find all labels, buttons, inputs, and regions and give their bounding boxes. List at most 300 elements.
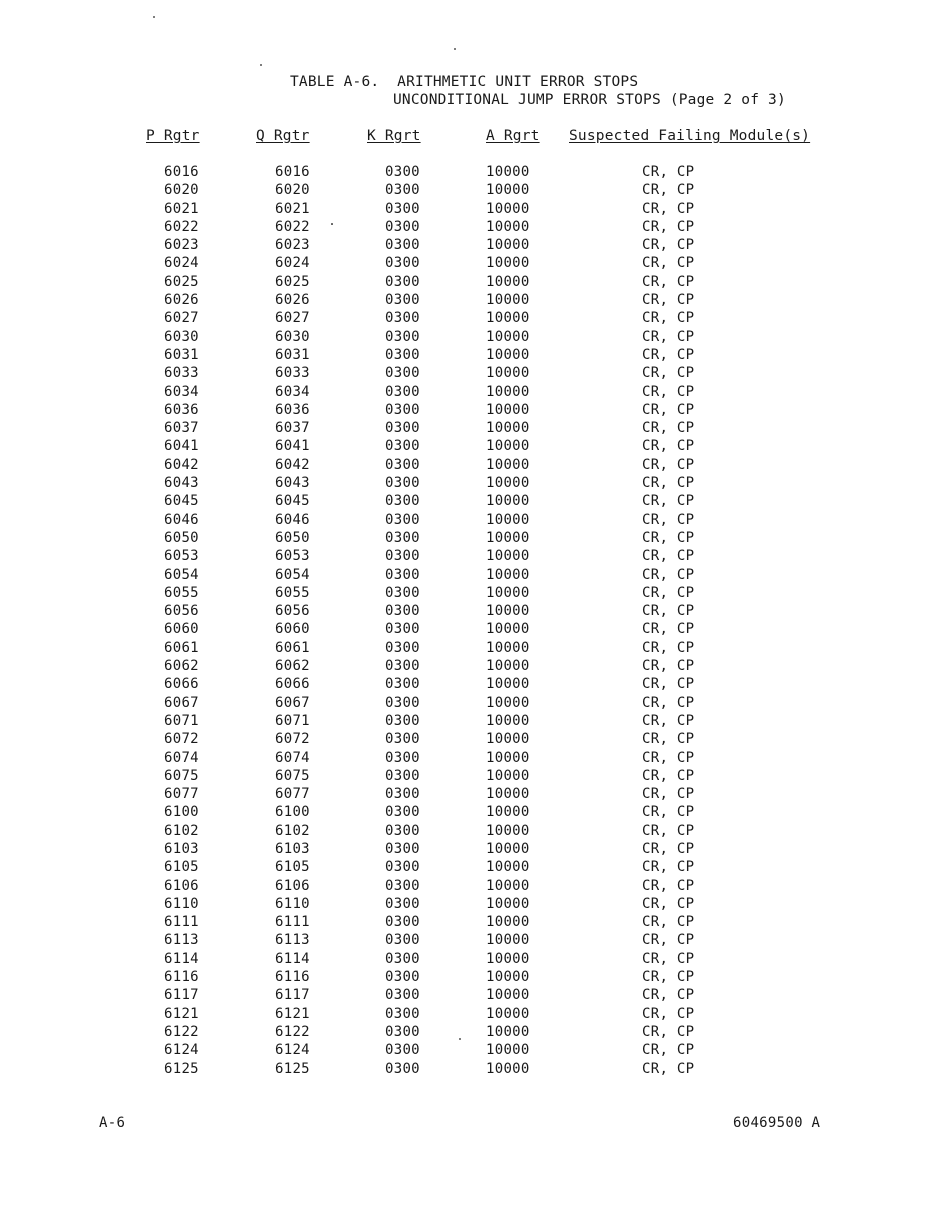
cell-a-register: 10000: [486, 877, 530, 894]
column-header-q-register: Q Rgtr: [256, 128, 310, 144]
scan-speck: [331, 223, 333, 225]
table-row: [0, 749, 950, 767]
table-subtitle: UNCONDITIONAL JUMP ERROR STOPS (Page 2 of 3): [393, 92, 786, 108]
cell-k-register: 0300: [385, 164, 420, 180]
cell-k-register: 0300: [385, 493, 420, 510]
table-row: [0, 895, 950, 913]
cell-p-register: 6042: [164, 456, 199, 473]
cell-suspected-module: CR, CP: [642, 877, 695, 894]
cell-q-register: 6071: [275, 712, 310, 729]
cell-p-register: 6067: [164, 694, 199, 711]
cell-a-register: 10000: [486, 383, 530, 400]
table-row: [0, 328, 950, 346]
cell-k-register: 0300: [385, 950, 420, 967]
cell-k-register: 0300: [385, 346, 420, 363]
cell-k-register: 0300: [385, 1060, 420, 1077]
cell-p-register: 6116: [164, 969, 199, 986]
table-row: [0, 254, 950, 272]
cell-q-register: 6055: [275, 584, 310, 601]
table-row: [0, 529, 950, 547]
cell-a-register: 10000: [486, 584, 530, 601]
cell-q-register: 6043: [275, 475, 310, 492]
cell-p-register: 6045: [164, 493, 199, 510]
cell-a-register: 10000: [486, 511, 530, 528]
cell-a-register: 10000: [486, 292, 530, 309]
cell-p-register: 6033: [164, 365, 199, 382]
cell-p-register: 6050: [164, 529, 199, 546]
cell-a-register: 10000: [486, 420, 530, 437]
cell-suspected-module: CR, CP: [642, 529, 695, 546]
cell-k-register: 0300: [385, 365, 420, 382]
table-row: [0, 547, 950, 565]
cell-suspected-module: CR, CP: [642, 603, 695, 620]
table-row: [0, 273, 950, 291]
cell-a-register: 10000: [486, 895, 530, 912]
cell-k-register: 0300: [385, 420, 420, 437]
cell-k-register: 0300: [385, 273, 420, 290]
cell-q-register: 6042: [275, 456, 310, 473]
table-row: [0, 474, 950, 492]
cell-suspected-module: CR, CP: [642, 493, 695, 510]
cell-p-register: 6031: [164, 346, 199, 363]
cell-p-register: 6125: [164, 1060, 199, 1077]
table-row: [0, 419, 950, 437]
table-row: [0, 291, 950, 309]
cell-a-register: 10000: [486, 475, 530, 492]
table-row: [0, 803, 950, 821]
table-row: [0, 566, 950, 584]
cell-p-register: 6025: [164, 273, 199, 290]
cell-suspected-module: CR, CP: [642, 164, 695, 180]
table-row: [0, 913, 950, 931]
cell-suspected-module: CR, CP: [642, 786, 695, 803]
column-header-a-register: A Rgrt: [486, 128, 540, 144]
cell-k-register: 0300: [385, 200, 420, 217]
cell-k-register: 0300: [385, 603, 420, 620]
cell-k-register: 0300: [385, 621, 420, 638]
cell-suspected-module: CR, CP: [642, 969, 695, 986]
cell-q-register: 6060: [275, 621, 310, 638]
cell-suspected-module: CR, CP: [642, 840, 695, 857]
cell-k-register: 0300: [385, 584, 420, 601]
table-row: [0, 1023, 950, 1041]
cell-a-register: 10000: [486, 200, 530, 217]
cell-q-register: 6061: [275, 639, 310, 656]
cell-k-register: 0300: [385, 438, 420, 455]
table-row: [0, 200, 950, 218]
cell-p-register: 6022: [164, 218, 199, 235]
cell-a-register: 10000: [486, 694, 530, 711]
cell-p-register: 6041: [164, 438, 199, 455]
cell-q-register: 6113: [275, 932, 310, 949]
table-title: TABLE A-6. ARITHMETIC UNIT ERROR STOPS: [290, 74, 639, 90]
cell-suspected-module: CR, CP: [642, 548, 695, 565]
cell-p-register: 6060: [164, 621, 199, 638]
cell-p-register: 6113: [164, 932, 199, 949]
cell-a-register: 10000: [486, 658, 530, 675]
cell-suspected-module: CR, CP: [642, 676, 695, 693]
cell-p-register: 6106: [164, 877, 199, 894]
table-row: [0, 785, 950, 803]
cell-k-register: 0300: [385, 712, 420, 729]
column-header-k-register: K Rgrt: [367, 128, 421, 144]
cell-p-register: 6122: [164, 1023, 199, 1040]
cell-k-register: 0300: [385, 639, 420, 656]
cell-p-register: 6027: [164, 310, 199, 327]
cell-suspected-module: CR, CP: [642, 950, 695, 967]
cell-suspected-module: CR, CP: [642, 1042, 695, 1059]
cell-p-register: 6026: [164, 292, 199, 309]
cell-q-register: 6105: [275, 859, 310, 876]
cell-a-register: 10000: [486, 932, 530, 949]
cell-a-register: 10000: [486, 767, 530, 784]
cell-p-register: 6024: [164, 255, 199, 272]
cell-q-register: 6074: [275, 749, 310, 766]
cell-q-register: 6020: [275, 182, 310, 199]
cell-k-register: 0300: [385, 292, 420, 309]
cell-k-register: 0300: [385, 255, 420, 272]
cell-p-register: 6046: [164, 511, 199, 528]
table-row: [0, 309, 950, 327]
table-row: [0, 767, 950, 785]
cell-q-register: 6046: [275, 511, 310, 528]
cell-p-register: 6043: [164, 475, 199, 492]
cell-p-register: 6053: [164, 548, 199, 565]
cell-suspected-module: CR, CP: [642, 987, 695, 1004]
scan-speck: [153, 16, 155, 18]
cell-suspected-module: CR, CP: [642, 566, 695, 583]
cell-p-register: 6016: [164, 164, 199, 180]
cell-k-register: 0300: [385, 1023, 420, 1040]
cell-a-register: 10000: [486, 401, 530, 418]
cell-q-register: 6121: [275, 1005, 310, 1022]
cell-a-register: 10000: [486, 969, 530, 986]
cell-a-register: 10000: [486, 822, 530, 839]
cell-suspected-module: CR, CP: [642, 1060, 695, 1077]
cell-k-register: 0300: [385, 182, 420, 199]
cell-k-register: 0300: [385, 1042, 420, 1059]
cell-a-register: 10000: [486, 346, 530, 363]
page-number: A-6: [99, 1115, 126, 1131]
cell-k-register: 0300: [385, 804, 420, 821]
cell-k-register: 0300: [385, 932, 420, 949]
cell-a-register: 10000: [486, 548, 530, 565]
cell-suspected-module: CR, CP: [642, 639, 695, 656]
cell-p-register: 6077: [164, 786, 199, 803]
cell-k-register: 0300: [385, 676, 420, 693]
cell-p-register: 6102: [164, 822, 199, 839]
cell-q-register: 6075: [275, 767, 310, 784]
cell-q-register: 6066: [275, 676, 310, 693]
cell-a-register: 10000: [486, 603, 530, 620]
table-row: [0, 968, 950, 986]
cell-p-register: 6072: [164, 731, 199, 748]
cell-k-register: 0300: [385, 731, 420, 748]
cell-a-register: 10000: [486, 987, 530, 1004]
cell-p-register: 6114: [164, 950, 199, 967]
table-row: [0, 694, 950, 712]
cell-suspected-module: CR, CP: [642, 658, 695, 675]
cell-k-register: 0300: [385, 987, 420, 1004]
cell-q-register: 6016: [275, 164, 310, 180]
cell-a-register: 10000: [486, 328, 530, 345]
cell-suspected-module: CR, CP: [642, 346, 695, 363]
cell-k-register: 0300: [385, 548, 420, 565]
cell-q-register: 6022: [275, 218, 310, 235]
cell-q-register: 6053: [275, 548, 310, 565]
cell-k-register: 0300: [385, 895, 420, 912]
cell-p-register: 6023: [164, 237, 199, 254]
table-row: [0, 364, 950, 382]
cell-a-register: 10000: [486, 639, 530, 656]
cell-a-register: 10000: [486, 365, 530, 382]
cell-suspected-module: CR, CP: [642, 1005, 695, 1022]
cell-a-register: 10000: [486, 255, 530, 272]
cell-q-register: 6122: [275, 1023, 310, 1040]
cell-suspected-module: CR, CP: [642, 420, 695, 437]
cell-a-register: 10000: [486, 1023, 530, 1040]
table-row: [0, 840, 950, 858]
cell-q-register: 6023: [275, 237, 310, 254]
cell-q-register: 6117: [275, 987, 310, 1004]
cell-q-register: 6056: [275, 603, 310, 620]
table-row: [0, 712, 950, 730]
column-header-suspected-module: Suspected Failing Module(s): [569, 128, 811, 144]
cell-q-register: 6036: [275, 401, 310, 418]
cell-q-register: 6033: [275, 365, 310, 382]
cell-a-register: 10000: [486, 1060, 530, 1077]
cell-k-register: 0300: [385, 383, 420, 400]
cell-q-register: 6124: [275, 1042, 310, 1059]
cell-p-register: 6075: [164, 767, 199, 784]
table-row: [0, 1060, 950, 1078]
scan-speck: [454, 48, 456, 50]
cell-p-register: 6103: [164, 840, 199, 857]
cell-a-register: 10000: [486, 859, 530, 876]
cell-suspected-module: CR, CP: [642, 822, 695, 839]
cell-suspected-module: CR, CP: [642, 328, 695, 345]
cell-suspected-module: CR, CP: [642, 182, 695, 199]
cell-suspected-module: CR, CP: [642, 218, 695, 235]
cell-k-register: 0300: [385, 767, 420, 784]
cell-suspected-module: CR, CP: [642, 584, 695, 601]
cell-k-register: 0300: [385, 859, 420, 876]
cell-a-register: 10000: [486, 529, 530, 546]
table-row: [0, 675, 950, 693]
cell-a-register: 10000: [486, 164, 530, 180]
cell-a-register: 10000: [486, 712, 530, 729]
cell-p-register: 6036: [164, 401, 199, 418]
table-row: [0, 437, 950, 455]
cell-a-register: 10000: [486, 493, 530, 510]
cell-k-register: 0300: [385, 237, 420, 254]
cell-p-register: 6124: [164, 1042, 199, 1059]
cell-a-register: 10000: [486, 914, 530, 931]
cell-a-register: 10000: [486, 310, 530, 327]
column-header-p-register: P Rgtr: [146, 128, 200, 144]
cell-k-register: 0300: [385, 749, 420, 766]
cell-q-register: 6062: [275, 658, 310, 675]
cell-suspected-module: CR, CP: [642, 292, 695, 309]
cell-k-register: 0300: [385, 401, 420, 418]
table-row: [0, 584, 950, 602]
table-row: [0, 346, 950, 364]
cell-q-register: 6110: [275, 895, 310, 912]
cell-suspected-module: CR, CP: [642, 365, 695, 382]
table-row: [0, 931, 950, 949]
cell-p-register: 6062: [164, 658, 199, 675]
cell-q-register: 6067: [275, 694, 310, 711]
cell-p-register: 6071: [164, 712, 199, 729]
cell-p-register: 6037: [164, 420, 199, 437]
cell-q-register: 6103: [275, 840, 310, 857]
cell-k-register: 0300: [385, 218, 420, 235]
cell-a-register: 10000: [486, 566, 530, 583]
cell-suspected-module: CR, CP: [642, 804, 695, 821]
cell-p-register: 6055: [164, 584, 199, 601]
cell-q-register: 6125: [275, 1060, 310, 1077]
table-row: [0, 657, 950, 675]
table-row: [0, 383, 950, 401]
cell-p-register: 6110: [164, 895, 199, 912]
cell-a-register: 10000: [486, 786, 530, 803]
cell-k-register: 0300: [385, 840, 420, 857]
cell-p-register: 6030: [164, 328, 199, 345]
cell-q-register: 6050: [275, 529, 310, 546]
cell-p-register: 6100: [164, 804, 199, 821]
cell-k-register: 0300: [385, 786, 420, 803]
cell-a-register: 10000: [486, 804, 530, 821]
cell-suspected-module: CR, CP: [642, 310, 695, 327]
cell-k-register: 0300: [385, 475, 420, 492]
cell-suspected-module: CR, CP: [642, 712, 695, 729]
table-row: [0, 822, 950, 840]
document-number: 60469500 A: [733, 1115, 821, 1131]
cell-p-register: 6021: [164, 200, 199, 217]
cell-suspected-module: CR, CP: [642, 200, 695, 217]
cell-q-register: 6054: [275, 566, 310, 583]
cell-q-register: 6072: [275, 731, 310, 748]
cell-suspected-module: CR, CP: [642, 731, 695, 748]
cell-a-register: 10000: [486, 676, 530, 693]
table-row: [0, 1005, 950, 1023]
cell-suspected-module: CR, CP: [642, 1023, 695, 1040]
cell-a-register: 10000: [486, 456, 530, 473]
cell-q-register: 6027: [275, 310, 310, 327]
cell-k-register: 0300: [385, 877, 420, 894]
cell-suspected-module: CR, CP: [642, 749, 695, 766]
cell-p-register: 6061: [164, 639, 199, 656]
cell-p-register: 6074: [164, 749, 199, 766]
table-row: [0, 1041, 950, 1059]
cell-p-register: 6111: [164, 914, 199, 931]
table-row: [0, 492, 950, 510]
cell-k-register: 0300: [385, 328, 420, 345]
cell-k-register: 0300: [385, 511, 420, 528]
table-row: [0, 236, 950, 254]
cell-k-register: 0300: [385, 694, 420, 711]
table-row: [0, 639, 950, 657]
cell-a-register: 10000: [486, 1042, 530, 1059]
table-row: [0, 511, 950, 529]
cell-suspected-module: CR, CP: [642, 456, 695, 473]
cell-p-register: 6056: [164, 603, 199, 620]
cell-p-register: 6105: [164, 859, 199, 876]
cell-suspected-module: CR, CP: [642, 273, 695, 290]
cell-q-register: 6031: [275, 346, 310, 363]
cell-q-register: 6077: [275, 786, 310, 803]
cell-q-register: 6026: [275, 292, 310, 309]
cell-a-register: 10000: [486, 182, 530, 199]
cell-suspected-module: CR, CP: [642, 767, 695, 784]
cell-suspected-module: CR, CP: [642, 914, 695, 931]
cell-q-register: 6106: [275, 877, 310, 894]
cell-k-register: 0300: [385, 969, 420, 986]
cell-suspected-module: CR, CP: [642, 438, 695, 455]
cell-suspected-module: CR, CP: [642, 401, 695, 418]
table-row: [0, 181, 950, 199]
cell-q-register: 6030: [275, 328, 310, 345]
cell-a-register: 10000: [486, 218, 530, 235]
cell-q-register: 6111: [275, 914, 310, 931]
cell-p-register: 6121: [164, 1005, 199, 1022]
scan-speck: [260, 64, 262, 66]
cell-q-register: 6045: [275, 493, 310, 510]
cell-p-register: 6034: [164, 383, 199, 400]
table-row: [0, 877, 950, 895]
cell-p-register: 6020: [164, 182, 199, 199]
cell-q-register: 6114: [275, 950, 310, 967]
table-row: [0, 620, 950, 638]
cell-p-register: 6117: [164, 987, 199, 1004]
cell-suspected-module: CR, CP: [642, 859, 695, 876]
cell-k-register: 0300: [385, 914, 420, 931]
cell-suspected-module: CR, CP: [642, 932, 695, 949]
cell-a-register: 10000: [486, 840, 530, 857]
cell-q-register: 6041: [275, 438, 310, 455]
cell-suspected-module: CR, CP: [642, 621, 695, 638]
table-row: [0, 602, 950, 620]
cell-a-register: 10000: [486, 950, 530, 967]
cell-suspected-module: CR, CP: [642, 511, 695, 528]
error-stop-table-body: [0, 163, 950, 1078]
cell-a-register: 10000: [486, 237, 530, 254]
cell-a-register: 10000: [486, 1005, 530, 1022]
cell-a-register: 10000: [486, 438, 530, 455]
cell-k-register: 0300: [385, 1005, 420, 1022]
cell-a-register: 10000: [486, 273, 530, 290]
cell-q-register: 6024: [275, 255, 310, 272]
cell-suspected-module: CR, CP: [642, 383, 695, 400]
cell-q-register: 6037: [275, 420, 310, 437]
cell-q-register: 6100: [275, 804, 310, 821]
cell-suspected-module: CR, CP: [642, 475, 695, 492]
scan-speck: [459, 1038, 461, 1040]
cell-k-register: 0300: [385, 658, 420, 675]
cell-suspected-module: CR, CP: [642, 237, 695, 254]
cell-a-register: 10000: [486, 749, 530, 766]
cell-a-register: 10000: [486, 621, 530, 638]
cell-p-register: 6054: [164, 566, 199, 583]
cell-k-register: 0300: [385, 566, 420, 583]
table-row: [0, 163, 950, 181]
table-row: [0, 950, 950, 968]
table-row: [0, 986, 950, 1004]
cell-q-register: 6116: [275, 969, 310, 986]
cell-suspected-module: CR, CP: [642, 694, 695, 711]
cell-suspected-module: CR, CP: [642, 255, 695, 272]
cell-k-register: 0300: [385, 822, 420, 839]
